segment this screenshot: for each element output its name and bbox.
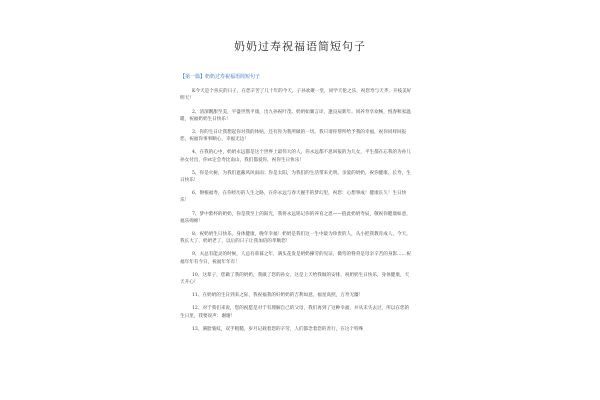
paragraph-6: 6、磐根福寿，在你经历的人生之路，在你永远与春天握手的梦幻里，祝您：心想事成！健康长久！生日快乐！ — [180, 191, 407, 204]
paragraph-7: 7、梦中紫杯的奶奶，你是我至上的阳光，我将永远铭记你的养育之恩——值此奶奶寿辰，敬祝你健康如意，福乐绵绵！ — [180, 211, 411, 224]
paragraph-4: 4、在我的心中，奶奶永远都是这个世界上最伟大的人，你永远都不思回报的为儿女，平生都在忘我的为孙儿孙女付出，你vt定会寿比南山，我们都爱你，祝你生日快乐！ — [180, 150, 411, 163]
paragraph-11: 11、在奶奶的生日到来之际，我祝福我的好奶奶的吉利如意，福星高照，万寿无疆！ — [192, 293, 364, 299]
paragraph-9: 9、夫总有能灵的时候，人总有垂暮之年，满头花发是奶奶操劳的见证，微弯的脊背是母亲辛苦的身影……祝福年年有今日，祝福年年有！ — [180, 252, 411, 265]
document-body — [180, 74, 412, 339]
paragraph-2: 2、清深醒甜至美，平盛世然平康，出九孙祝叶茂。奶奶如翼言详，逢良辰新年。同养寿享欢畅，悦春秋家温暖，祝福奶奶生日快乐！ — [180, 109, 411, 122]
document-title: 奶奶过寿祝福语简短句子 — [234, 40, 366, 53]
paragraph-12: 12、对于我们来说，您的祝愿是对于有理解自己的父母，我们再到了这种幸福，并从未失去过，所以在您的生日里，我要说声：谢谢！ — [180, 306, 410, 319]
paragraph-3: 3、你的生日让我想起你对我的体贴，还有你为我所做的一切。我只请你帮所给予我的幸福，祝你同样回报您，祝福你事事顺心，幸福无边！ — [180, 130, 407, 143]
section-heading-link[interactable]: 【第一篇】奶奶过寿祝福语简短句子 — [180, 74, 261, 80]
paragraph-8: 8、祝奶奶生日快乐，身体健康，晚年幸福！奶奶是我们这一生中最为珍贵的人，从小把我教育成人，今天，我长大了，奶奶老了，以后的日子让我加倍的孝顺您！ — [180, 232, 411, 245]
paragraph-5: 5、你是火树，为我们遮蔽风风雨雨；你是太阳，为我们的生活带来光明。亲爱的奶奶，祝你健康、长寿，生日快乐！ — [180, 170, 411, 184]
paragraph-10: 10、这辈子，您做了我的奶奶，我做了您的孙女，这是上天给我做的安排，祝奶奶生日快乐，身体健康，天天开心！ — [180, 272, 410, 286]
paragraph-13: 13、满脸皱纹，双手粗糙，岁月记载着您的辛劳，人们都念着您的善行，在这个特殊 — [192, 326, 364, 332]
paragraph-1: K今天是个喜庆的日子，在您辛苦了几十年的今天，子孙欢聚一堂，同学天伦之乐，祝您寿与天齐，开枝美好明天！ — [180, 89, 412, 102]
